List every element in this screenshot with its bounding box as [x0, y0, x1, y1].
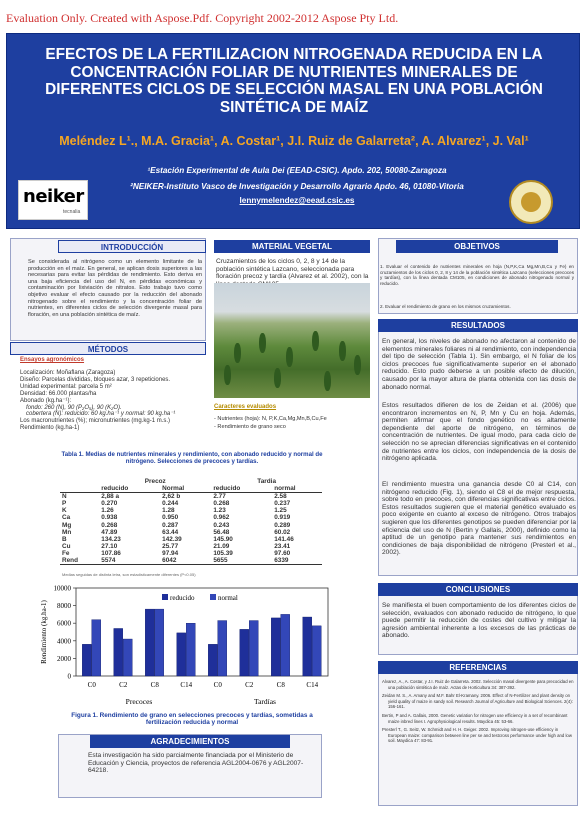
y-axis-label: Rendimiento (kg.ha-1) — [40, 600, 48, 664]
neiker-logo-text: neiker — [23, 186, 84, 207]
x-tick-label: C0 — [213, 681, 222, 689]
table-row-label: K — [62, 507, 67, 515]
table-cell: 0.289 — [274, 521, 291, 529]
table1-caption: Tabla 1. Medias de nutrientes minerales y rendimiento, con abonado reducido y normal de nitrógeno. Selecciones de precoces y tardías. — [61, 451, 323, 465]
bar-normal — [281, 614, 290, 676]
table-row-label: Cu — [62, 542, 71, 550]
table-corner — [60, 478, 99, 485]
table-cell: 2.58 — [274, 493, 287, 501]
affiliation-2: ²NEIKER-Instituto Vasco de Investigación y Desarrollo Agrario Apdo. 46, 01080-Vitoria — [130, 182, 464, 191]
table-row — [60, 493, 322, 501]
resultados-p3: El rendimiento muestra una ganancia desde C0 al C14, con nitrógeno reducido (Fig. 1), siendo el C8 el de mejor respuesta, sobre todo en precoces, con diferencias significativas entre ciclos. Estos resultados sugieren que el material genético evaluado es poco exigente en cuanto al exceso de nitrógeno. Otros trabajos sugieren que los diferentes genotipos se pueden diferenciar por la eficiencia del uso de N (Bertin y Gallais, 2000), definido como la aptitud de un genotipo para mantener sus rendimientos en condiciones de baja disponibilidad de nitrógeno (Presterl et al., 2002). — [382, 481, 576, 557]
bar-normal — [92, 620, 101, 676]
table-cell: 0.244 — [162, 500, 179, 508]
figure1-caption: Figura 1. Rendimiento de grano en selecciones precoces y tardías, sometidas a fertilización reducida y normal — [71, 712, 313, 727]
poster-title: EFECTOS DE LA FERTILIZACION NITROGENADA REDUCIDA EN LA CONCENTRACIÓN FOLIAR DE NUTRIENTES MINERALES DE DIFERENTES CICLOS DE SELECCIÓN MASAL EN UNA POBLACIÓN SINTÉTICA DE MAÍZ — [45, 46, 543, 116]
x-tick-label: C2 — [245, 681, 254, 689]
resultados-p1: En general, los niveles de abonado no afectaron al contenido de elementos minerales foliares ni al rendimiento, con independencia del tipo de selección (Tabla 1). Sin embargo, el N foliar de los ciclos precoces fue significativamente superior en el abonado reducido. Esto pudo deberse a un posible efecto de dilución, causado por la mayor altura de planta obtenida con las dosis de abonado normal. — [382, 338, 576, 391]
table-row — [60, 529, 322, 536]
table-cell: 0.962 — [213, 514, 230, 522]
yield-chart — [36, 580, 336, 708]
table-cell: 145.90 — [213, 535, 233, 543]
table-cell: 2.77 — [213, 493, 226, 501]
table-group-precoz: Precoz — [144, 478, 166, 485]
material-heading: MATERIAL VEGETAL — [214, 240, 370, 253]
bar-reducido — [303, 617, 312, 676]
table-row-label: Mn — [62, 528, 72, 536]
references-list — [382, 679, 576, 747]
table-cell: 47.89 — [101, 528, 118, 536]
bar-reducido — [114, 628, 123, 676]
table-cell: 0.919 — [274, 514, 291, 522]
table-cell: 1.26 — [101, 507, 114, 515]
objetivos-heading: OBJETIVOS — [396, 240, 558, 253]
metodos-line: Localización: Moñaflana (Zaragoza) — [20, 370, 116, 376]
caracteres-2: - Rendimiento de grano seco — [214, 424, 286, 430]
ack-text: Esta investigación ha sido parcialmente financiada por el Ministerio de Educación y Ciencia, proyectos de referencia AGL2004-0676 y AGL2007- 64218. — [88, 752, 304, 775]
bar-reducido — [240, 629, 249, 676]
metodos-heading: MÉTODOS — [10, 342, 206, 355]
table-cell: 23.41 — [274, 542, 291, 550]
table-cell: 21.09 — [213, 542, 230, 550]
x-tick-label: C8 — [276, 681, 285, 689]
table-col-header: reducido — [101, 485, 129, 493]
reference-item: Presterl T., G. Seitz, W. Schmidt and H. H. Geiger. 2002. Improving nitrogen-use efficiency in European maize: comparison between line per se and testcross performance under high and low soil. Maydica 47: 83-91. — [382, 727, 572, 744]
legend-label: normal — [218, 594, 238, 602]
bar-reducido — [177, 633, 186, 676]
legend-swatch — [162, 594, 168, 600]
table-row — [60, 522, 322, 529]
table-cell: 27.10 — [101, 542, 118, 550]
table-cell: 5574 — [101, 557, 116, 565]
authors: Meléndez L¹., M.A. Gracia¹, A. Costar¹, J.I. Ruiz de Galarreta², A. Alvarez¹, J. Val¹ — [59, 134, 529, 148]
y-tick-label: 6000 — [57, 619, 71, 628]
bar-reducido — [145, 609, 154, 676]
resultados-heading: RESULTADOS — [378, 319, 578, 332]
metodos-line: Abonado (kg.ha⁻¹): — [20, 397, 72, 404]
group-label: Tardías — [254, 697, 276, 706]
table-row-label: N — [62, 493, 67, 501]
x-tick-label: C8 — [150, 681, 159, 689]
affiliation-1: ¹Estación Experimental de Aula Dei (EEAD-CSIC). Apdo. 202, 50080-Zaragoza — [147, 166, 447, 175]
table-cell: 1.25 — [274, 507, 287, 515]
table-cell: 1.23 — [213, 507, 226, 515]
group-label: Precoces — [125, 697, 153, 706]
email-link[interactable]: lennymelendez@eead.csic.es — [239, 196, 355, 205]
table-corner — [60, 485, 99, 493]
table-row — [60, 543, 322, 550]
table-cell: 97.60 — [274, 549, 291, 557]
bar-reducido — [271, 618, 280, 676]
metodos-subheading: Ensayos agronómicos — [20, 357, 85, 363]
watermark: Evaluation Only. Created with Aspose.Pdf. Copyright 2002-2012 Aspose Pty Ltd. — [6, 11, 399, 25]
intro-heading: INTRODUCCIÓN — [58, 240, 206, 253]
metodos-line: Unidad experimental: parcela 5 m² — [20, 383, 112, 390]
y-tick-label: 4000 — [57, 637, 71, 646]
table-row — [60, 500, 322, 507]
metodos-line: cobertera (N): reducido: 60 kg.ha⁻¹ y normal: 90 kg.ha⁻¹ — [26, 411, 176, 418]
y-tick-label: 0 — [67, 672, 71, 681]
resultados-p2: Estos resultados difieren de los de Zeidan et al. (2006) que encontraron incrementos en N, P, Mn y Cu en hoja. Además, permiten afirmar que el fondo genético no es altamente dependiente del aporte de nitrógeno, en términos de concentración de nutrientes. De igual modo, para cada ciclo de selección no se aprecian diferencias significativas en el contenido de nutrientes entre los ciclos, con independencia de la dosis de nitrógeno aplicada. — [382, 402, 576, 463]
table-cell: 0.950 — [162, 514, 179, 522]
bar-normal — [218, 621, 227, 676]
metodos-line: Rendimiento (kg.ha-1) — [20, 425, 80, 432]
table-row — [60, 514, 322, 521]
table-cell: 56.48 — [213, 528, 230, 536]
bar-normal — [249, 621, 258, 676]
x-tick-label: C0 — [87, 681, 96, 689]
neiker-logo — [18, 180, 88, 220]
y-tick-label: 2000 — [57, 654, 71, 663]
metodos-line: Densidad: 66.000 plantas/ha — [20, 390, 97, 397]
table-cell: 142.39 — [162, 535, 182, 543]
reference-item: Alvarez, A., A. Costar, y J.I. Ruiz de Galarreta. 2002. Selección masal divergente para precocidad en una población sintética de maíz. Actas de Horticultura 34: 387-392. — [382, 679, 574, 690]
y-tick-label: 10000 — [53, 584, 71, 593]
table-cell: 134.23 — [101, 535, 121, 543]
table-row — [60, 536, 322, 543]
metodos-list — [20, 370, 220, 432]
referencias-heading: REFERENCIAS — [378, 661, 578, 674]
bar-normal — [186, 623, 195, 676]
table-row — [60, 507, 322, 514]
table-cell: 0.270 — [101, 500, 118, 508]
table-cell: 6339 — [274, 557, 289, 565]
reference-item: Bertin, P and A. Gallais, 2000. Genetic variation for nitrogen use efficiency in a set of recombinant maize inbred lines I. Agrophysiological results. Maydica 45: 53-66. — [382, 712, 568, 724]
table-cell: 25.77 — [162, 542, 179, 550]
ack-heading: AGRADECIMIENTOS — [90, 735, 290, 748]
intro-text: Se considerada al nitrógeno como un elemento limitante de la producción en el maíz. En general, se aplican dosis superiores a las necesarias para evitar las pérdidas de rendimiento. Esto deriva en una baja eficiencia del uso del N, en pérdidas económicas y contaminación por lixiviación de nitratos. Esto trabajo tuvo como objetivo evaluar el efecto causado por la reducción del abonado nitrogenado sobre el rendimiento y la concentración foliar de nutrientes, en diferentes ciclos de selección divergente masal para floración, en una población sintética de maíz. — [28, 259, 202, 318]
bar-normal — [312, 626, 321, 676]
table-col-header: normal — [274, 485, 296, 493]
table-cell: 107.86 — [101, 549, 121, 557]
bar-reducido — [82, 644, 91, 676]
bar-reducido — [208, 644, 217, 676]
objetivos-text-2: 2. Evaluar el rendimiento de grano en los mismos cruzamientos. — [380, 304, 511, 309]
table-row — [60, 550, 322, 557]
table-row-label: P — [62, 500, 67, 508]
poster-header — [6, 33, 580, 229]
csic-seal-logo — [509, 180, 553, 224]
metodos-line: Diseño: Parcelas divididas, bloques azar, 3 repeticiones. — [20, 376, 171, 383]
table-cell: 63.44 — [162, 528, 179, 536]
legend-label: reducido — [170, 594, 195, 602]
conclusiones-text: Se manifiesta el buen comportamiento de los diferentes ciclos de selección, evaluados con abonado reducido de nitrógeno, lo que puede permitir la reducción de costes del cultivo y mitigar la agresión ambiental inherente a los excesos de las prácticas de abonado. — [382, 602, 576, 640]
neiker-logo-tag: tecnalia — [63, 209, 81, 215]
x-tick-label: C14 — [306, 681, 319, 689]
table-row-label: B — [62, 535, 67, 543]
table-cell: 2,62 b — [162, 493, 181, 501]
x-tick-label: C14 — [180, 681, 193, 689]
table1-footnote: Medias seguidas de distinta letra, son estadísticamente diferentes (P<0.05) — [62, 572, 196, 577]
bar-normal — [155, 609, 164, 676]
table-col-header: reducido — [213, 485, 241, 493]
conclusiones-heading: CONCLUSIONES — [378, 583, 578, 596]
maize-field-photo — [214, 283, 370, 398]
table-cell: 6042 — [162, 557, 177, 565]
table-cell: 2,88 a — [101, 493, 120, 501]
metodos-line: fondo: 260 (N), 90 (P₂O₅), 90 (K₂O). — [26, 404, 122, 411]
table-cell: 0.243 — [213, 521, 230, 529]
table-cell: 1.28 — [162, 507, 175, 515]
material-text: Cruzamientos de los ciclos 0, 2, 8 y 14 de la población sintética Lazcano, seleccionada para floración precoz y tardía (Alvarez et al. 2002), con la — [216, 258, 369, 281]
objetivos-text-1: 1. Evaluar el contenido de nutrientes minerales en hoja (N,P,K,Ca Mg,Mn,B,Cu y Fe) en cruzamientos de los ciclos 0, 2, 8 y 14 de la población sintética Lazcano (selecciones precoces y tardías), con la línea dentada CM105, en condiciones de abonado nitrogenado normal y reducido. — [380, 264, 574, 286]
nutrient-table — [60, 478, 322, 565]
table-row-label: Rend — [62, 557, 78, 565]
table-cell: 105.39 — [213, 549, 233, 557]
caracteres-title: Caracteres evaluados — [214, 404, 277, 410]
table-cell: 141.46 — [274, 535, 294, 543]
x-tick-label: C2 — [119, 681, 128, 689]
table-row — [60, 557, 322, 565]
table-row-label: Fe — [62, 549, 70, 557]
legend-swatch — [210, 594, 216, 600]
bar-normal — [123, 639, 132, 676]
table-cell: 0.938 — [101, 514, 118, 522]
y-tick-label: 8000 — [57, 602, 71, 611]
table-cell: 0.268 — [101, 521, 118, 529]
table-cell: 0.268 — [213, 500, 230, 508]
metodos-line: Los macronutrientes (%); micronutrientes (mg.kg-1 m.s.) — [20, 418, 171, 425]
table-col-header: Normal — [162, 485, 185, 493]
table-cell: 0.237 — [274, 500, 291, 508]
caracteres-1: - Nutrientes (hoja): N, P,K,Ca,Mg,Mn,B,Cu,Fe — [214, 416, 327, 422]
table-cell: 60.02 — [274, 528, 291, 536]
table-cell: 97.94 — [162, 549, 179, 557]
table-row-label: Mg — [62, 521, 72, 529]
table-cell: 0.287 — [162, 521, 179, 529]
table-row-label: Ca — [62, 514, 71, 522]
reference-item: Zeidan M. S., A. Amany and M.F. Bahr El-Kramany. 2006. Effect of N-Fertilizer and plant density on yield quality of maize in sandy soil. Research Journal of Agriculture and Biological Sciences. 2(4): 156-161. — [382, 693, 573, 710]
table-group-tardia: Tardia — [257, 478, 277, 485]
table-cell: 5655 — [213, 557, 228, 565]
